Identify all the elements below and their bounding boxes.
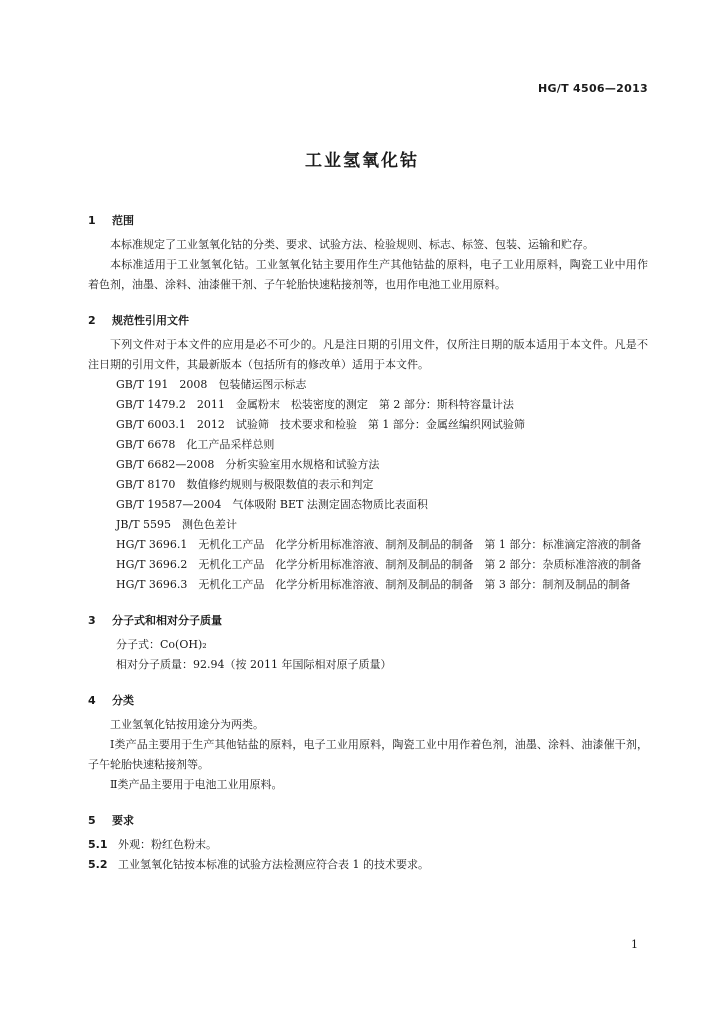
document-title: 工业氢氧化钴 <box>305 151 419 171</box>
reference-item: HG/T 3696.1 无机化工产品 化学分析用标准溶液、制剂及制品的制备 第 1 部分：标准滴定溶液的制备 <box>116 538 642 551</box>
reference-item: GB/T 6682—2008 分析实验室用水规格和试验方法 <box>116 458 380 471</box>
reference-item: HG/T 3696.3 无机化工产品 化学分析用标准溶液、制剂及制品的制备 第 3 部分：制剂及制品的制备 <box>116 578 631 591</box>
section-3-heading <box>88 611 648 631</box>
section-number: 1 <box>88 214 96 227</box>
clause-number: 5.2 <box>88 858 108 871</box>
section-1-heading <box>88 211 648 231</box>
relative-molecular-mass: 相对分子质量：92.94（按 2011 年国际相对原子质量） <box>116 658 392 671</box>
section-title: 分类 <box>112 694 134 707</box>
section-number: 3 <box>88 614 96 627</box>
document-body <box>88 205 648 875</box>
scope-paragraph-1: 本标准规定了工业氢氧化钴的分类、要求、试验方法、检验规则、标志、标签、包装、运输和贮存。 <box>110 238 594 251</box>
section-title: 要求 <box>112 814 134 827</box>
section-4-heading <box>88 691 648 711</box>
section-number: 4 <box>88 694 96 707</box>
reference-item: GB/T 191 2008 包装储运图示标志 <box>116 378 307 391</box>
reference-item: GB/T 6003.1 2012 试验筛 技术要求和检验 第 1 部分：金属丝编织网试验筛 <box>116 418 525 431</box>
reference-item: GB/T 6678 化工产品采样总则 <box>116 438 275 451</box>
class-i-description: Ⅰ类产品主要用于生产其他钴盐的原料，电子工业用原料，陶瓷工业中用作着色剂，油墨、涂料、油漆催干剂，子午轮胎快速粘接剂等。 <box>88 738 648 771</box>
section-number: 5 <box>88 814 96 827</box>
section-title: 范围 <box>112 214 134 227</box>
page-number: 1 <box>631 938 638 951</box>
reference-item: JB/T 5595 测色色差计 <box>116 518 238 531</box>
clause-text: 工业氢氧化钴按本标准的试验方法检测应符合表 1 的技术要求。 <box>118 858 429 871</box>
references-intro: 下列文件对于本文件的应用是必不可少的。凡是注日期的引用文件，仅所注日期的版本适用于本文件。凡是不注日期的引用文件，其最新版本（包括所有的修改单）适用于本文件。 <box>88 338 648 371</box>
requirement-5-2 <box>88 855 648 875</box>
section-title: 规范性引用文件 <box>112 314 189 327</box>
reference-item: GB/T 8170 数值修约规则与极限数值的表示和判定 <box>116 478 374 491</box>
section-title: 分子式和相对分子质量 <box>112 614 222 627</box>
classification-paragraph: 工业氢氧化钴按用途分为两类。 <box>110 718 264 731</box>
clause-text: 外观：粉红色粉末。 <box>118 838 217 851</box>
section-2-heading <box>88 311 648 331</box>
class-ii-description: Ⅱ类产品主要用于电池工业用原料。 <box>110 778 283 791</box>
clause-number: 5.1 <box>88 838 108 851</box>
section-5-heading <box>88 811 648 831</box>
standard-code: HG/T 4506—2013 <box>537 82 648 95</box>
reference-item: GB/T 1479.2 2011 金属粉末 松装密度的测定 第 2 部分：斯科特容量计法 <box>116 398 514 411</box>
requirement-5-1 <box>88 835 648 855</box>
reference-item: HG/T 3696.2 无机化工产品 化学分析用标准溶液、制剂及制品的制备 第 2 部分：杂质标准溶液的制备 <box>116 558 642 571</box>
section-number: 2 <box>88 314 96 327</box>
scope-paragraph-2: 本标准适用于工业氢氧化钴。工业氢氧化钴主要用作生产其他钴盐的原料，电子工业用原料，陶瓷工业中用作着色剂，油墨、涂料、油漆催干剂、子午轮胎快速粘接剂等，也用作电池工业用原料。 <box>88 258 648 291</box>
molecular-formula: 分子式：Co(OH)₂ <box>116 638 207 651</box>
reference-item: GB/T 19587—2004 气体吸附 BET 法测定固态物质比表面积 <box>116 498 428 511</box>
